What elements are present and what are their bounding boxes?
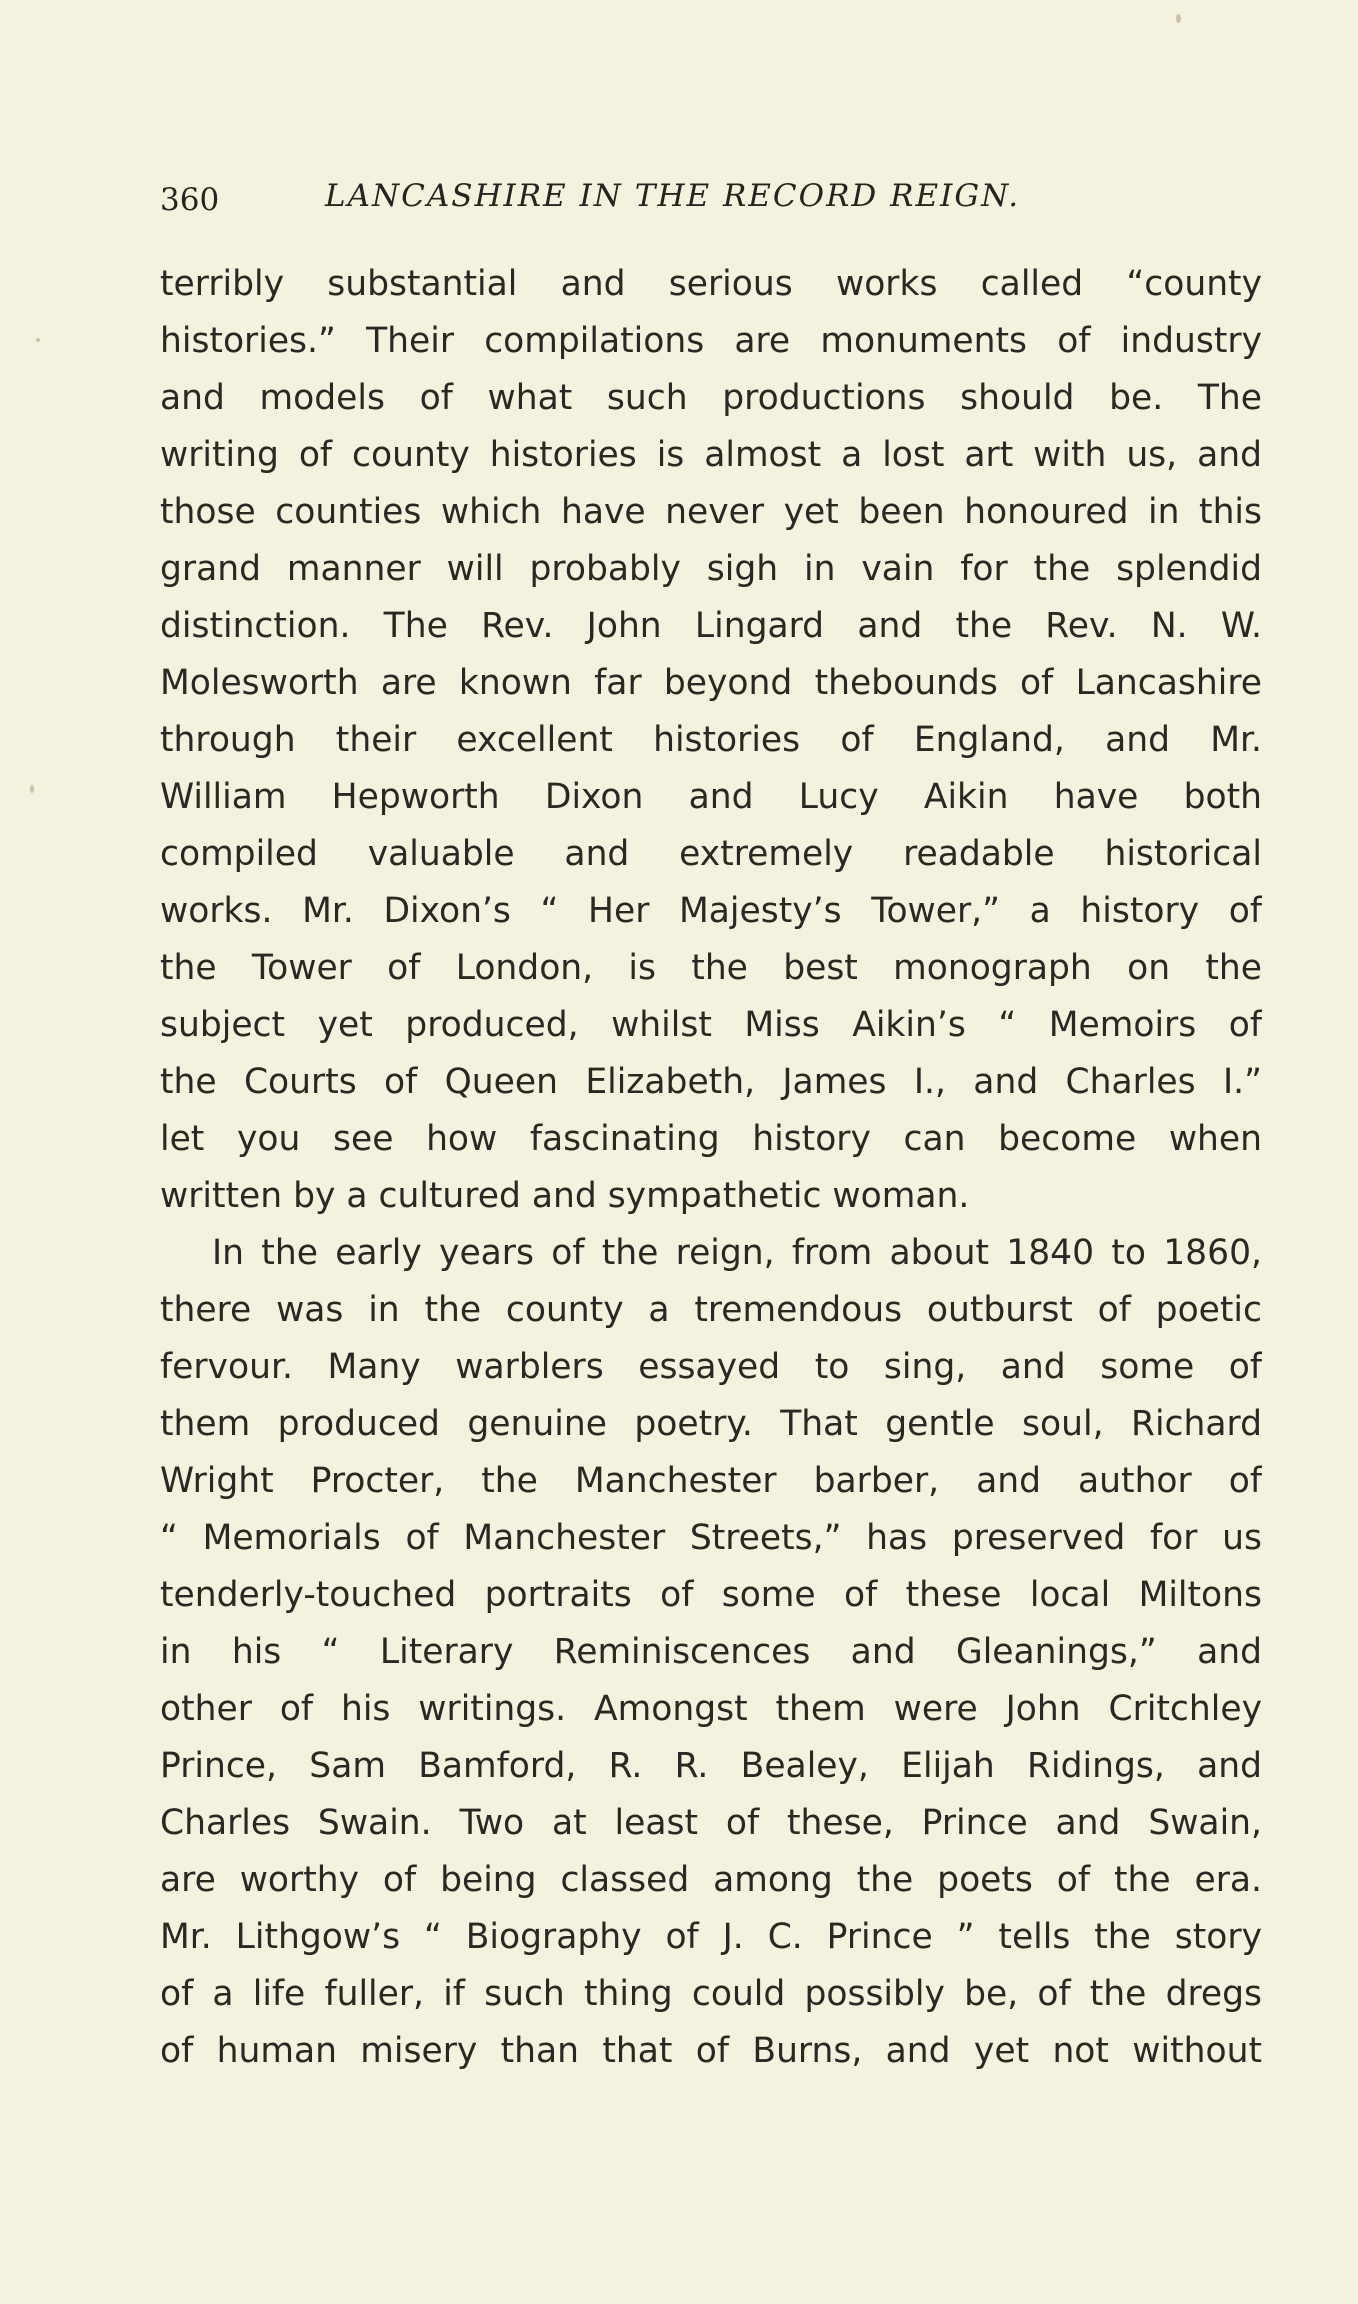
text-line: and models of what such productions should be. The — [160, 378, 1262, 418]
text-line: “ Memorials of Manchester Streets,” has preserved for us — [160, 1518, 1262, 1558]
text-line: Prince, Sam Bamford, R. R. Bealey, Elijah Ridings, and — [160, 1746, 1262, 1786]
text-line: grand manner will probably sigh in vain for the splendid — [160, 549, 1262, 589]
text-line: the Tower of London, is the best monograph on the — [160, 948, 1262, 988]
text-line: them produced genuine poetry. That gentle soul, Richard — [160, 1404, 1262, 1444]
text-line: the Courts of Queen Elizabeth, James I., and Charles I.” — [160, 1062, 1262, 1102]
text-line: Wright Procter, the Manchester barber, and author of — [160, 1461, 1262, 1501]
text-line: other of his writings. Amongst them were John Critchley — [160, 1689, 1262, 1729]
text-line: tenderly-touched portraits of some of these local Miltons — [160, 1575, 1262, 1615]
paper-speck — [1176, 14, 1181, 23]
text-line: subject yet produced, whilst Miss Aikin’s “ Memoirs of — [160, 1005, 1262, 1045]
text-line: through their excellent histories of England, and Mr. — [160, 720, 1262, 760]
text-line: in his “ Literary Reminiscences and Gleanings,” and — [160, 1632, 1262, 1672]
text-line: terribly substantial and serious works called “county — [160, 264, 1262, 304]
text-line: works. Mr. Dixon’s “ Her Majesty’s Tower,” a history of — [160, 891, 1262, 931]
text-line: distinction. The Rev. John Lingard and the Rev. N. W. — [160, 606, 1262, 646]
text-line: Charles Swain. Two at least of these, Prince and Swain, — [160, 1803, 1262, 1843]
text-line: compiled valuable and extremely readable historical — [160, 834, 1262, 874]
text-line: fervour. Many warblers essayed to sing, and some of — [160, 1347, 1262, 1387]
body-text — [160, 256, 1262, 2080]
text-line: Mr. Lithgow’s “ Biography of J. C. Prince ” tells the story — [160, 1917, 1262, 1957]
text-line: those counties which have never yet been honoured in this — [160, 492, 1262, 532]
running-title: LANCASHIRE IN THE RECORD REIGN. — [325, 178, 1021, 214]
text-line: Molesworth are known far beyond thebounds of Lancashire — [160, 663, 1262, 703]
text-line: let you see how fascinating history can become when — [160, 1119, 1262, 1159]
paper-speck — [36, 338, 40, 342]
paper-speck — [30, 785, 34, 793]
text-line: histories.” Their compilations are monuments of industry — [160, 321, 1262, 361]
text-line: writing of county histories is almost a lost art with us, and — [160, 435, 1262, 475]
text-line: are worthy of being classed among the poets of the era. — [160, 1860, 1262, 1900]
running-head — [160, 178, 1260, 228]
text-line: of human misery than that of Burns, and yet not without — [160, 2031, 1262, 2071]
text-line: William Hepworth Dixon and Lucy Aikin have both — [160, 777, 1262, 817]
paragraph-first-line: In the early years of the reign, from about 1840 to 1860, — [212, 1233, 1262, 1273]
paragraph-last-line: written by a cultured and sympathetic woman. — [160, 1176, 970, 1216]
page-number: 360 — [160, 182, 220, 218]
text-line: of a life fuller, if such thing could possibly be, of the dregs — [160, 1974, 1262, 2014]
text-line: there was in the county a tremendous outburst of poetic — [160, 1290, 1262, 1330]
